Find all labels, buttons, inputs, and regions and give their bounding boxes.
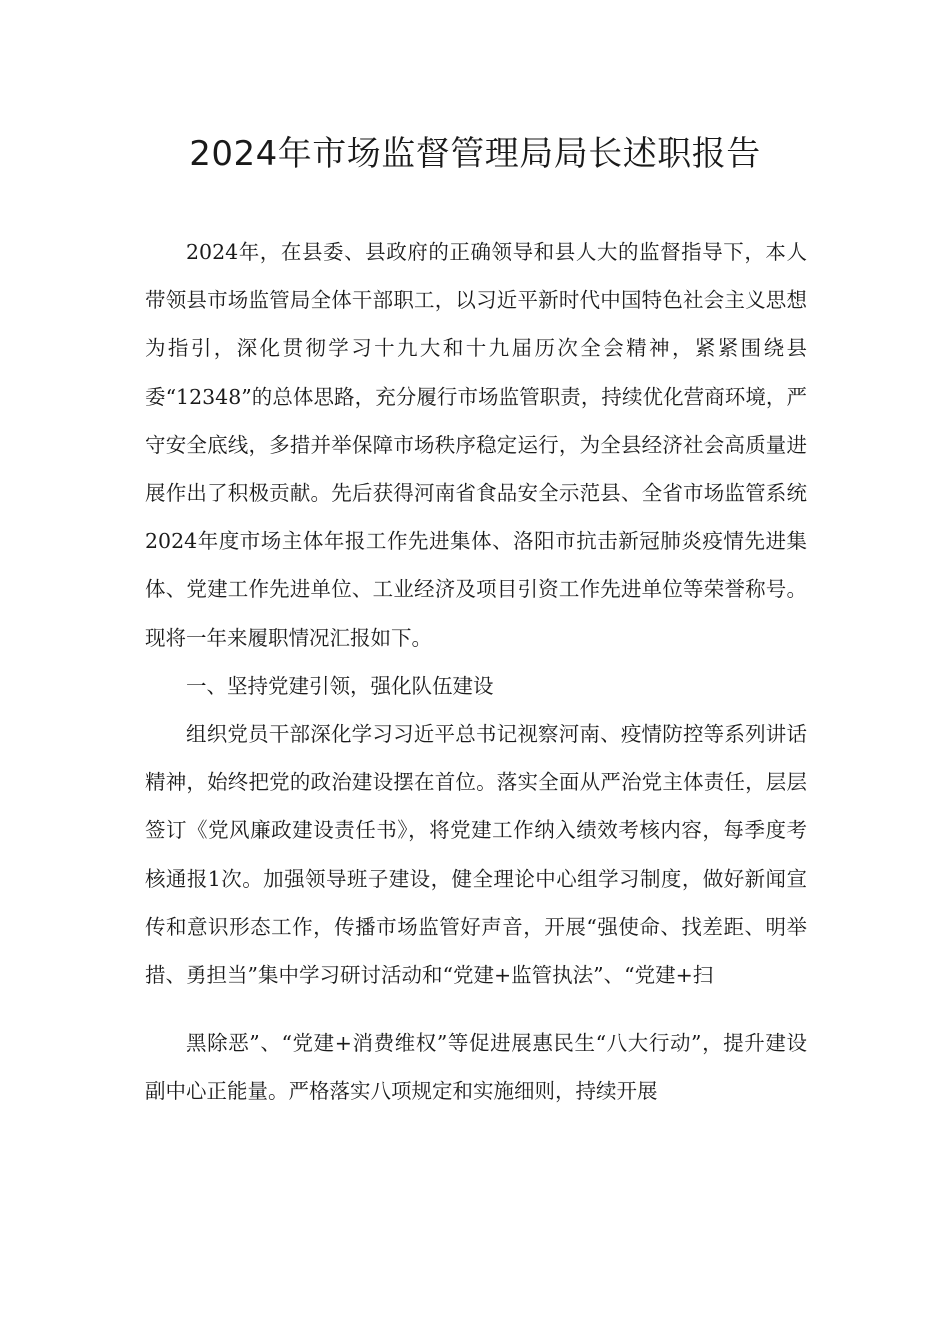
- document-body: [145, 228, 807, 1116]
- paragraph-intro: 2024年，在县委、县政府的正确领导和县人大的监督指导下，本人带领县市场监管局全体干部职工，以习近平新时代中国特色社会主义思想为指引，深化贯彻学习十九大和十九届历次全会精神，紧紧围绕县委“12348”的总体思路，充分履行市场监管职责，持续优化营商环境，严守安全底线，多措并举保障市场秩序稳定运行，为全县经济社会高质量进展作出了积极贡献。先后获得河南省食品安全示范县、全省市场监管系统2024年度市场主体年报工作先进集体、洛阳市抗击新冠肺炎疫情先进集体、党建工作先进单位、工业经济及项目引资工作先进单位等荣誉称号。现将一年来履职情况汇报如下。: [145, 240, 807, 650]
- document-title: 2024年市场监督管理局局长述职报告: [189, 134, 761, 174]
- section-heading-1: 一、坚持党建引领，强化队伍建设: [186, 673, 494, 698]
- paragraph-continued: 黑除恶”、“党建+消费维权”等促进展惠民生“八大行动”，提升建设副中心正能量。严格落实八项规定和实施细则，持续开展: [145, 1031, 807, 1104]
- paragraph-party-building: 组织党员干部深化学习习近平总书记视察河南、疫情防控等系列讲话精神，始终把党的政治建设摆在首位。落实全面从严治党主体责任，层层签订《党风廉政建设责任书》，将党建工作纳入绩效考核内容，每季度考核通报1次。加强领导班子建设，健全理论中心组学习制度，做好新闻宣传和意识形态工作，传播市场监管好声音，开展“强使命、找差距、明举措、勇担当”集中学习研讨活动和“党建+监管执法”、“党建+扫: [145, 722, 807, 988]
